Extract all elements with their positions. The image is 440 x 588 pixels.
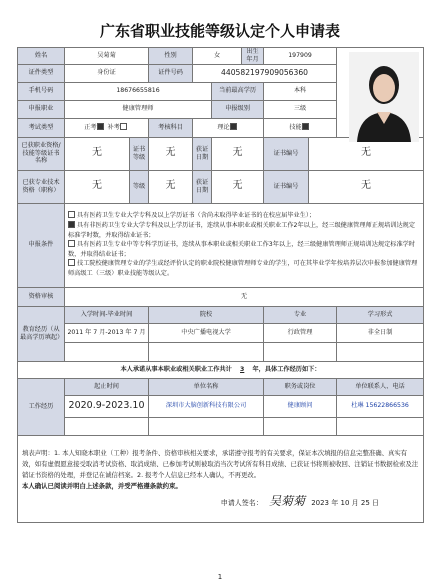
- level-value: 三级: [264, 100, 337, 118]
- opt-full-exam[interactable]: 正考: [84, 124, 105, 131]
- checkbox-checked-icon: [97, 123, 104, 130]
- checkbox-checked-icon: [68, 221, 75, 228]
- checkbox-checked-icon: [302, 123, 309, 130]
- edu-header-period: 入学时间-毕业时间: [65, 306, 149, 323]
- condition-item[interactable]: 具有医药卫生专业中等专科学历证书，连续从事本职业或相关职业工作3年以上，经三级健康管理师正规培训达规定标准学时数，并取得结业证书；: [68, 241, 416, 258]
- title-no-label: 证书编号: [264, 170, 309, 203]
- checkbox-empty-icon: [120, 123, 127, 130]
- id-type-label: 证件类型: [18, 64, 65, 82]
- id-type-value: 身份证: [65, 64, 149, 82]
- title-cert-label: 已获专业技术资格（职称）: [18, 170, 65, 203]
- edu-header-major: 专业: [264, 306, 337, 323]
- signature-label: 申请人签名：: [220, 498, 263, 507]
- exam-type-options: [65, 118, 149, 137]
- name-label: 姓名: [18, 48, 65, 65]
- edu-header-form: 学习形式: [337, 306, 424, 323]
- verify-label: 资格审核: [18, 287, 65, 306]
- sign-month: 10: [340, 498, 350, 507]
- work-promise: 本人承诺从事本职业或相关职业工作共计 3 年，具体工作经历如下：: [18, 361, 424, 378]
- birth-label: 出生年月: [242, 48, 264, 65]
- id-photo: [349, 52, 419, 142]
- work-row-company: 深圳市大脑创新科技有限公司: [149, 395, 264, 417]
- occupation-label: 申报职业: [18, 100, 65, 118]
- occupation-value: 健康管理师: [65, 100, 212, 118]
- work-row-period: 2020.9-2023.10: [65, 395, 149, 417]
- conditions-label: 申报条件: [18, 203, 65, 287]
- edu-row-form: 非全日制: [337, 323, 424, 342]
- edu-header-school: 院校: [149, 306, 264, 323]
- education-label: 教育经历（从最高学历填起）: [18, 306, 65, 361]
- birth-value: 197909: [264, 48, 337, 65]
- cert-date-value: 无: [212, 137, 264, 170]
- phone-label: 手机号码: [18, 82, 65, 100]
- work-header-period: 起止时间: [65, 378, 149, 395]
- cert-name-label: 已获职业资格/技能等级证书名称: [18, 137, 65, 170]
- edu-label: 当前最高学历: [212, 82, 264, 100]
- checkbox-empty-icon: [68, 259, 75, 266]
- declaration: [18, 435, 424, 522]
- id-no-label: 证件号码: [149, 64, 193, 82]
- work-header-contact: 单位联系人、电话: [337, 378, 424, 395]
- sign-day: 25: [360, 498, 370, 507]
- declaration-text: 填表声明：1. 本人知晓本职业（工种）报考条件、资格审核相关要求，承诺遵守报考的有关要求，保证本次填报的信息完整准确、真实有效，如有虚假愿意接受取消考试资格、取消成绩、已参加考试则被取消当次考试所有科目成绩、已获证书将则被收回、注销证书数据检索及注销证书资格的处理，并登记在诚信档案。2. 报考个人信息已经本人确认，不再更改。: [22, 449, 419, 479]
- work-row-position: 健康顾问: [264, 395, 337, 417]
- checkbox-checked-icon: [230, 123, 237, 130]
- title-level-label: 等级: [130, 170, 149, 203]
- work-label: 工作经历: [18, 378, 65, 435]
- edu-row-period: 2011 年 7 月-2013 年 7 月: [65, 323, 149, 342]
- edu-row-school: 中央广播电视大学: [149, 323, 264, 342]
- exam-type-label: 考试类型: [18, 118, 65, 137]
- cert-name-value: 无: [65, 137, 130, 170]
- cert-level-value: 无: [149, 137, 193, 170]
- opt-theory[interactable]: 理论: [193, 118, 264, 137]
- work-row-contact: 杜琳 15622866536: [337, 395, 424, 417]
- condition-item[interactable]: 具有医药卫生专业大学专科及以上学历证书（含尚未取得毕业证书的在校应届毕业生）；: [68, 211, 420, 221]
- condition-item[interactable]: 技工院校健康管理专业的学生或经评价认定的职业院校健康管理师专业的学生，可在其毕业学年按培养层次申报参加健康管理师高级工（三级）职业技能等级认定。: [68, 260, 418, 278]
- opt-skill[interactable]: 技能: [264, 118, 337, 137]
- handwritten-signature: 吴菊菊: [268, 493, 305, 508]
- checkbox-empty-icon: [68, 211, 75, 218]
- sign-year: 2023: [311, 498, 330, 507]
- signature-line: 申请人签名： 吴菊菊 2023 年 10 月 25 日: [220, 493, 380, 508]
- id-no-value: 440582197909056360: [193, 64, 337, 82]
- title-cert-value: 无: [65, 170, 130, 203]
- checkbox-empty-icon: [68, 240, 75, 247]
- page-number: 1: [217, 573, 223, 581]
- name-value: 吴菊菊: [65, 48, 149, 65]
- verify-value: 无: [65, 287, 424, 306]
- cert-level-label: 证书等级: [130, 137, 149, 170]
- work-years: 3: [240, 365, 245, 373]
- opt-make-up-exam[interactable]: 补考: [108, 124, 129, 131]
- work-header-company: 单位名称: [149, 378, 264, 395]
- subject-label: 考核科目: [149, 118, 193, 137]
- phone-value: 18676655816: [65, 82, 212, 100]
- gender-label: 性别: [149, 48, 193, 65]
- cert-no-label: 证书编号: [264, 137, 309, 170]
- title-level-value: 无: [149, 170, 193, 203]
- level-label: 申报级别: [212, 100, 264, 118]
- edu-value: 本科: [264, 82, 337, 100]
- edu-row-major: 行政管理: [264, 323, 337, 342]
- condition-item[interactable]: 具有非医药卫生专业大学专科及以上学历证书，连续从事本职业或相关职业工作2年以上，经三级健康管理师正规培训达规定标准学时数，并取得结业证书；: [68, 221, 416, 239]
- title-date-label: 获证日期: [193, 170, 212, 203]
- work-header-position: 职务或岗位: [264, 378, 337, 395]
- cert-date-label: 获证日期: [193, 137, 212, 170]
- title-no-value: 无: [309, 170, 424, 203]
- conditions-list: [65, 203, 424, 287]
- declaration-confirm: 本人确认已阅读并明白上述条款，并受严格遵条款约束。: [22, 481, 182, 490]
- form-title: 广东省职业技能等级认定个人申请表: [99, 22, 340, 40]
- gender-value: 女: [193, 48, 242, 65]
- cert-no-value: 无: [309, 137, 424, 170]
- title-date-value: 无: [212, 170, 264, 203]
